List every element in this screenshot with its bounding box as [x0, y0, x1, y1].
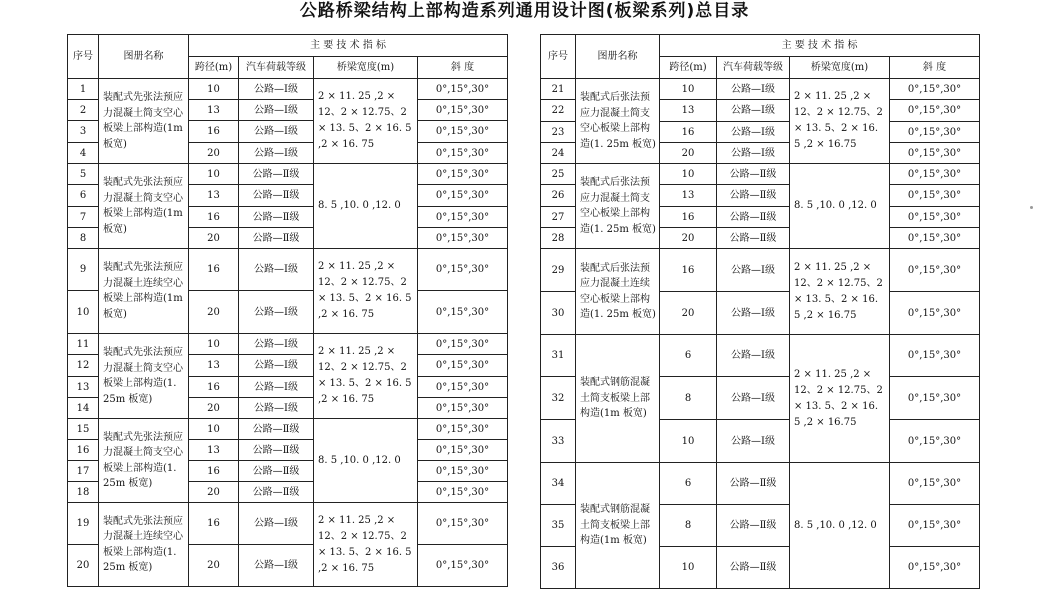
cell-skew: 0°,15°,30° [418, 398, 508, 419]
cell-seq: 35 [541, 505, 576, 547]
cell-load-class: 公路—Ⅰ级 [239, 79, 314, 100]
cell-skew: 0°,15°,30° [890, 463, 980, 505]
cell-span: 16 [189, 503, 239, 545]
cell-span: 13 [189, 185, 239, 207]
cell-drawing-name: 装配式先张法预应力混凝土简支空心板梁上部构造(1m板宽) [99, 79, 189, 164]
cell-seq: 2 [68, 100, 99, 121]
cell-span: 13 [660, 100, 717, 122]
cell-bridge-width: 2 × 11. 25 ,2 × 12、2 × 12.75、2 × 13. 5、2 × 16. 5 ,2 × 16.75 [790, 335, 890, 463]
cell-seq: 34 [541, 463, 576, 505]
cell-span: 20 [189, 482, 239, 503]
header-seq: 序号 [541, 35, 576, 79]
cell-drawing-name: 装配式先张法预应力混凝土简支空心板梁上部构造(1. 25m 板宽) [99, 334, 189, 419]
cell-span: 16 [660, 122, 717, 143]
cell-span: 20 [189, 545, 239, 587]
cell-seq: 30 [541, 292, 576, 335]
cell-seq: 9 [68, 249, 99, 291]
page-title: 公路桥梁结构上部构造系列通用设计图(板梁系列)总目录 [299, 1, 750, 21]
cell-drawing-name: 装配式先张法预应力混凝土连续空心板梁上部构造(1m板宽) [99, 249, 189, 334]
cell-seq: 14 [68, 398, 99, 419]
cell-span: 20 [660, 228, 717, 249]
cell-load-class: 公路—Ⅰ级 [239, 377, 314, 398]
table-row [68, 79, 508, 100]
cell-skew: 0°,15°,30° [890, 420, 980, 463]
cell-span: 16 [189, 461, 239, 482]
cell-span: 16 [189, 249, 239, 291]
cell-skew: 0°,15°,30° [418, 291, 508, 334]
cell-span: 20 [189, 291, 239, 334]
cell-skew: 0°,15°,30° [418, 164, 508, 185]
cell-load-class: 公路—Ⅱ级 [717, 164, 790, 185]
cell-bridge-width: 2 × 11. 25 ,2 × 12、2 × 12.75、2 × 13. 5、2 × 16. 5 ,2 × 16. 75 [314, 503, 418, 587]
cell-seq: 16 [68, 440, 99, 461]
catalog-table-right [540, 34, 980, 589]
catalog-table-left [67, 34, 508, 587]
cell-load-class: 公路—Ⅱ级 [239, 482, 314, 503]
cell-seq: 1 [68, 79, 99, 100]
cell-bridge-width: 8. 5 ,10. 0 ,12. 0 [790, 463, 890, 589]
cell-skew: 0°,15°,30° [418, 185, 508, 207]
header-skew: 斜 度 [418, 57, 508, 79]
cell-seq: 13 [68, 377, 99, 398]
table-row [541, 335, 980, 377]
cell-seq: 17 [68, 461, 99, 482]
cell-load-class: 公路—Ⅱ级 [717, 463, 790, 505]
cell-seq: 7 [68, 207, 99, 228]
cell-skew: 0°,15°,30° [890, 185, 980, 207]
cell-skew: 0°,15°,30° [418, 100, 508, 121]
cell-load-class: 公路—Ⅰ级 [239, 503, 314, 545]
cell-span: 10 [660, 164, 717, 185]
header-width: 桥梁宽度(m) [314, 57, 418, 79]
cell-skew: 0°,15°,30° [418, 228, 508, 249]
cell-skew: 0°,15°,30° [418, 249, 508, 291]
cell-drawing-name: 装配式后张法预应力混凝土简支空心板梁上部构造(1. 25m 板宽) [576, 164, 660, 249]
cell-span: 10 [660, 420, 717, 463]
cell-skew: 0°,15°,30° [890, 164, 980, 185]
cell-load-class: 公路—Ⅱ级 [239, 185, 314, 207]
cell-skew: 0°,15°,30° [890, 335, 980, 377]
cell-span: 16 [660, 249, 717, 292]
cell-seq: 26 [541, 185, 576, 207]
cell-load-class: 公路—Ⅰ级 [717, 420, 790, 463]
cell-seq: 19 [68, 503, 99, 545]
cell-seq: 33 [541, 420, 576, 463]
cell-skew: 0°,15°,30° [890, 547, 980, 589]
table-row [541, 249, 980, 292]
cell-span: 13 [189, 355, 239, 377]
cell-span: 16 [189, 121, 239, 143]
cell-seq: 3 [68, 121, 99, 143]
cell-skew: 0°,15°,30° [418, 207, 508, 228]
cell-seq: 21 [541, 79, 576, 100]
cell-seq: 28 [541, 228, 576, 249]
cell-bridge-width: 2 × 11. 25 ,2 × 12、2 × 12.75、2 × 13. 5、2 × 16. 5 ,2 × 16.75 [790, 249, 890, 335]
cell-skew: 0°,15°,30° [418, 482, 508, 503]
cell-span: 20 [189, 398, 239, 419]
cell-span: 10 [189, 419, 239, 440]
cell-span: 16 [189, 377, 239, 398]
header-skew: 斜 度 [890, 57, 980, 79]
header-name: 图册名称 [576, 35, 660, 79]
cell-load-class: 公路—Ⅱ级 [717, 185, 790, 207]
cell-span: 20 [660, 143, 717, 164]
cell-span: 13 [660, 185, 717, 207]
cell-load-class: 公路—Ⅱ级 [239, 440, 314, 461]
cell-bridge-width: 8. 5 ,10. 0 ,12. 0 [314, 164, 418, 249]
header-main-indicators: 主 要 技 术 指 标 [660, 35, 980, 57]
cell-skew: 0°,15°,30° [890, 505, 980, 547]
cell-seq: 18 [68, 482, 99, 503]
cell-span: 10 [660, 547, 717, 589]
table-row [541, 79, 980, 100]
cell-seq: 31 [541, 335, 576, 377]
cell-span: 6 [660, 335, 717, 377]
cell-seq: 15 [68, 419, 99, 440]
cell-seq: 4 [68, 143, 99, 164]
cell-skew: 0°,15°,30° [418, 545, 508, 587]
cell-drawing-name: 装配式后张法预应力混凝土简支空心板梁上部构造(1. 25m 板宽) [576, 79, 660, 164]
cell-skew: 0°,15°,30° [418, 355, 508, 377]
cell-load-class: 公路—Ⅰ级 [717, 377, 790, 420]
cell-bridge-width: 2 × 11. 25 ,2 × 12、2 × 12.75、2 × 13. 5、2 × 16. 5 ,2 × 16.75 [790, 79, 890, 164]
cell-span: 20 [660, 292, 717, 335]
cell-skew: 0°,15°,30° [890, 228, 980, 249]
cell-seq: 11 [68, 334, 99, 355]
cell-seq: 12 [68, 355, 99, 377]
cell-span: 8 [660, 377, 717, 420]
cell-load-class: 公路—Ⅰ级 [717, 100, 790, 122]
cell-span: 16 [189, 207, 239, 228]
table-row [68, 503, 508, 545]
cell-skew: 0°,15°,30° [418, 334, 508, 355]
cell-load-class: 公路—Ⅰ级 [239, 143, 314, 164]
table-row [541, 164, 980, 185]
header-load: 汽车荷载等级 [717, 57, 790, 79]
cell-skew: 0°,15°,30° [418, 503, 508, 545]
cell-load-class: 公路—Ⅰ级 [717, 249, 790, 292]
cell-drawing-name: 装配式先张法预应力混凝土简支空心板梁上部构造(1m板宽) [99, 164, 189, 249]
cell-drawing-name: 装配式后张法预应力混凝土连续空心板梁上部构造(1. 25m 板宽) [576, 249, 660, 335]
cell-skew: 0°,15°,30° [418, 79, 508, 100]
cell-skew: 0°,15°,30° [890, 143, 980, 164]
cell-seq: 23 [541, 122, 576, 143]
cell-span: 10 [189, 79, 239, 100]
header-seq: 序号 [68, 35, 99, 79]
cell-load-class: 公路—Ⅱ级 [239, 419, 314, 440]
cell-seq: 6 [68, 185, 99, 207]
cell-drawing-name: 装配式先张法预应力混凝土连续空心板梁上部构造(1. 25m 板宽) [99, 503, 189, 587]
cell-seq: 5 [68, 164, 99, 185]
header-span: 跨径(m) [660, 57, 717, 79]
table-row [68, 334, 508, 355]
cell-seq: 29 [541, 249, 576, 292]
cell-skew: 0°,15°,30° [890, 79, 980, 100]
header-width: 桥梁宽度(m) [790, 57, 890, 79]
cell-load-class: 公路—Ⅰ级 [239, 334, 314, 355]
cell-bridge-width: 8. 5 ,10. 0 ,12. 0 [314, 419, 418, 503]
cell-span: 13 [189, 100, 239, 121]
cell-skew: 0°,15°,30° [418, 121, 508, 143]
cell-span: 10 [660, 79, 717, 100]
cell-seq: 32 [541, 377, 576, 420]
cell-load-class: 公路—Ⅰ级 [717, 143, 790, 164]
table-row [68, 419, 508, 440]
cell-load-class: 公路—Ⅱ级 [239, 164, 314, 185]
cell-skew: 0°,15°,30° [418, 461, 508, 482]
cell-load-class: 公路—Ⅰ级 [717, 122, 790, 143]
cell-span: 10 [189, 334, 239, 355]
cell-seq: 10 [68, 291, 99, 334]
cell-skew: 0°,15°,30° [418, 143, 508, 164]
cell-drawing-name: 装配式先张法预应力混凝土简支空心板梁上部构造(1. 25m 板宽) [99, 419, 189, 503]
cell-skew: 0°,15°,30° [418, 419, 508, 440]
cell-seq: 25 [541, 164, 576, 185]
cell-load-class: 公路—Ⅰ级 [717, 79, 790, 100]
table-row [68, 249, 508, 291]
cell-bridge-width: 2 × 11. 25 ,2 × 12、2 × 12.75、2 × 13. 5、2 × 16. 5 ,2 × 16. 75 [314, 79, 418, 164]
cell-skew: 0°,15°,30° [418, 377, 508, 398]
cell-load-class: 公路—Ⅰ级 [239, 355, 314, 377]
cell-seq: 8 [68, 228, 99, 249]
cell-load-class: 公路—Ⅰ级 [239, 545, 314, 587]
cell-span: 8 [660, 505, 717, 547]
header-load: 汽车荷载等级 [239, 57, 314, 79]
cell-bridge-width: 2 × 11. 25 ,2 × 12、2 × 12.75、2 × 13. 5、2 × 16. 5 ,2 × 16. 75 [314, 334, 418, 419]
cell-skew: 0°,15°,30° [890, 249, 980, 292]
header-main-indicators: 主 要 技 术 指 标 [189, 35, 508, 57]
cell-seq: 27 [541, 207, 576, 228]
cell-load-class: 公路—Ⅰ级 [239, 249, 314, 291]
cell-span: 20 [189, 228, 239, 249]
cell-span: 10 [189, 164, 239, 185]
cell-skew: 0°,15°,30° [890, 377, 980, 420]
cell-skew: 0°,15°,30° [890, 122, 980, 143]
cell-seq: 20 [68, 545, 99, 587]
cell-load-class: 公路—Ⅰ级 [717, 292, 790, 335]
cell-span: 13 [189, 440, 239, 461]
cell-load-class: 公路—Ⅱ级 [717, 207, 790, 228]
cell-skew: 0°,15°,30° [418, 440, 508, 461]
table-row [541, 463, 980, 505]
cell-skew: 0°,15°,30° [890, 292, 980, 335]
cell-load-class: 公路—Ⅱ级 [717, 547, 790, 589]
cell-bridge-width: 2 × 11. 25 ,2 × 12、2 × 12.75、2 × 13. 5、2 × 16. 5 ,2 × 16. 75 [314, 249, 418, 334]
cell-load-class: 公路—Ⅰ级 [717, 335, 790, 377]
cell-drawing-name: 装配式钢筋混凝土简支板梁上部构造(1m 板宽) [576, 335, 660, 463]
cell-load-class: 公路—Ⅱ级 [717, 228, 790, 249]
header-span: 跨径(m) [189, 57, 239, 79]
cell-load-class: 公路—Ⅰ级 [239, 121, 314, 143]
cell-span: 6 [660, 463, 717, 505]
cell-load-class: 公路—Ⅰ级 [239, 398, 314, 419]
cell-load-class: 公路—Ⅱ级 [717, 505, 790, 547]
cell-seq: 24 [541, 143, 576, 164]
cell-bridge-width: 8. 5 ,10. 0 ,12. 0 [790, 164, 890, 249]
cell-seq: 36 [541, 547, 576, 589]
margin-mark [1030, 206, 1033, 209]
cell-skew: 0°,15°,30° [890, 100, 980, 122]
cell-load-class: 公路—Ⅱ级 [239, 461, 314, 482]
cell-seq: 22 [541, 100, 576, 122]
cell-load-class: 公路—Ⅰ级 [239, 100, 314, 121]
table-row [68, 164, 508, 185]
header-name: 图册名称 [99, 35, 189, 79]
cell-load-class: 公路—Ⅱ级 [239, 207, 314, 228]
cell-skew: 0°,15°,30° [890, 207, 980, 228]
cell-load-class: 公路—Ⅰ级 [239, 291, 314, 334]
cell-load-class: 公路—Ⅱ级 [239, 228, 314, 249]
cell-span: 20 [189, 143, 239, 164]
cell-span: 16 [660, 207, 717, 228]
cell-drawing-name: 装配式钢筋混凝土简支板梁上部构造(1m 板宽) [576, 463, 660, 589]
